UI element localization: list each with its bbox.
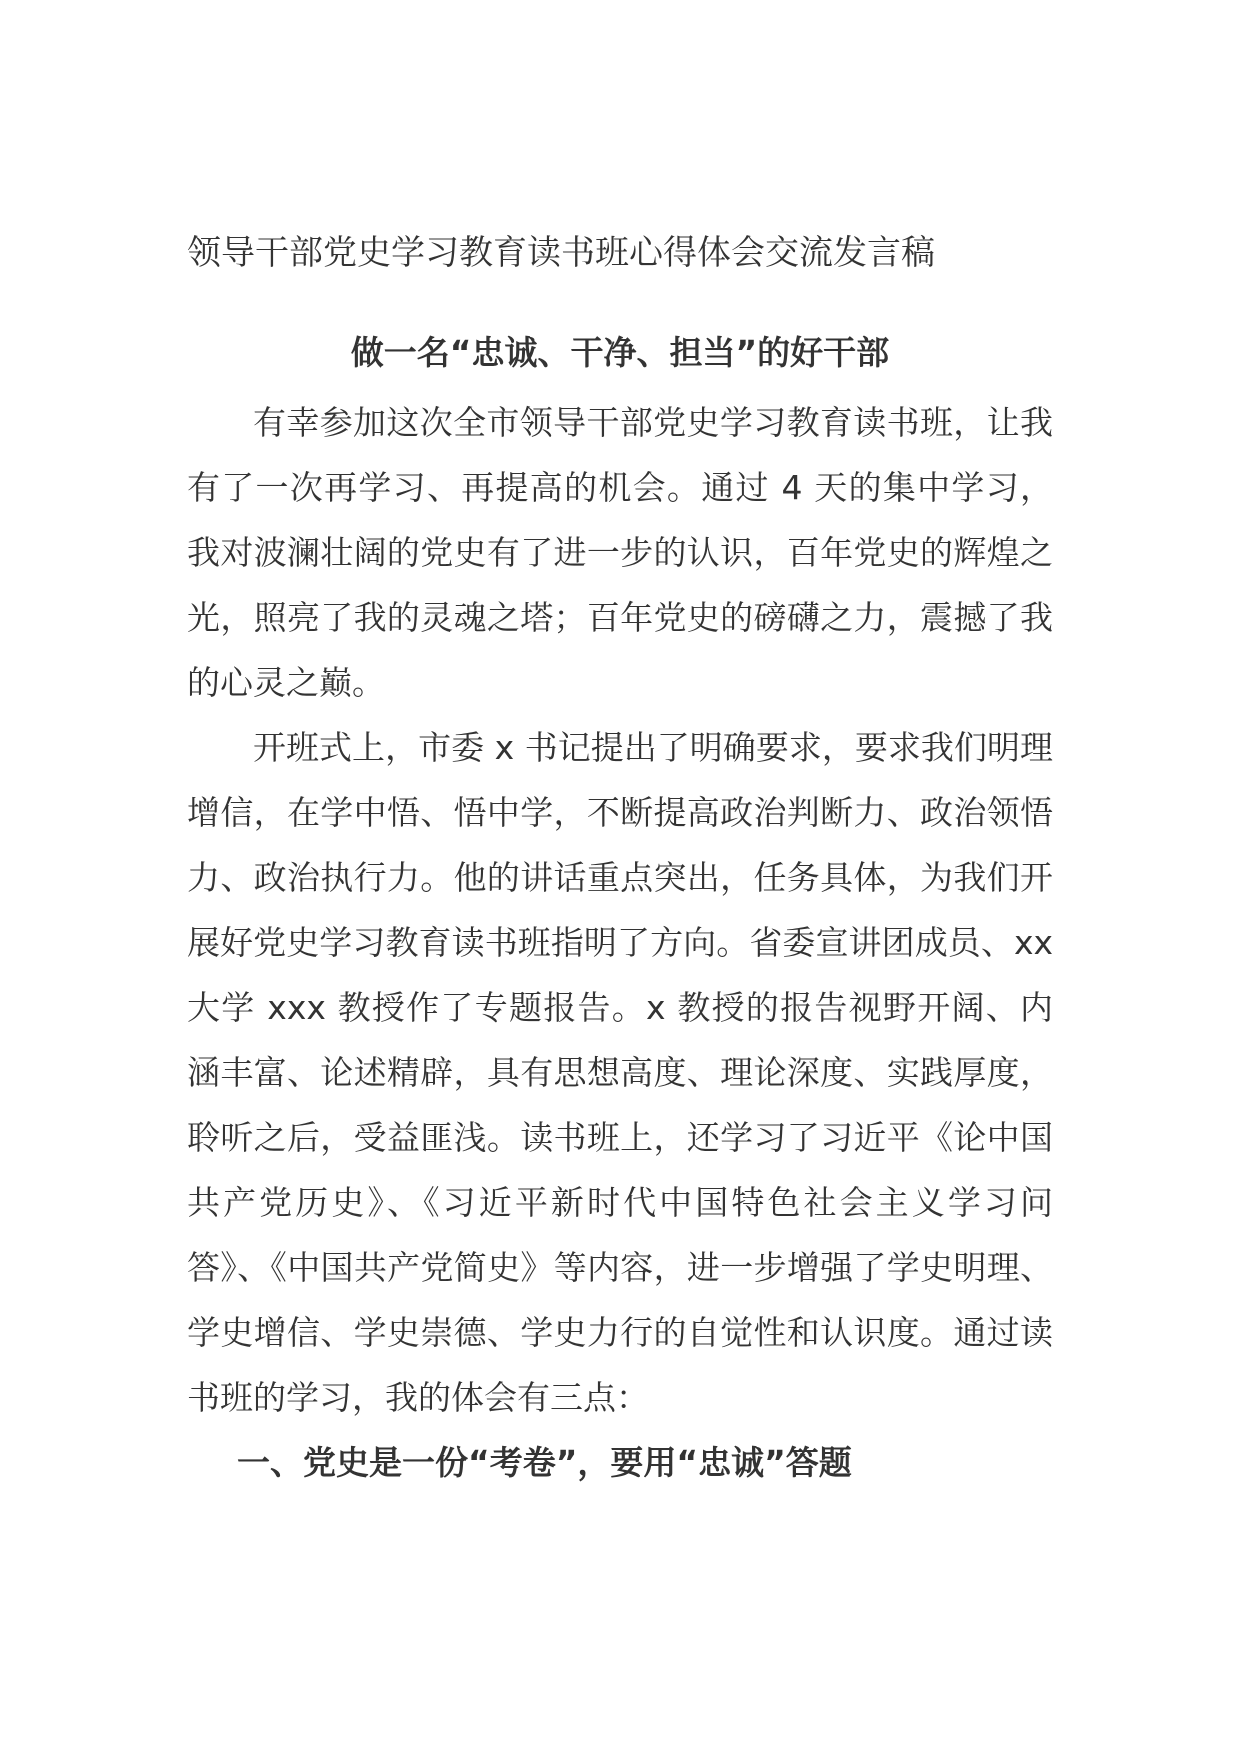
body-paragraph: 有幸参加这次全市领导干部党史学习教育读书班，让我有了一次再学习、再提高的机会。通过 4 天的集中学习，我对波澜壮阔的党史有了进一步的认识，百年党史的辉煌之光，照亮了我的灵魂之塔；百年党史的磅礴之力，震撼了我的心灵之巅。 bbox=[187, 403, 1053, 702]
section-heading: 一、党史是一份“考卷”，要用“忠诚”答题 bbox=[237, 1443, 852, 1482]
document-subtitle: 做一名“忠诚、干净、担当”的好干部 bbox=[350, 333, 890, 372]
body-paragraph: 开班式上，市委 x 书记提出了明确要求，要求我们明理增信，在学中悟、悟中学，不断提高政治判断力、政治领悟力、政治执行力。他的讲话重点突出，任务具体，为我们开展好党史学习教育读书班指明了方向。省委宣讲团成员、xx 大学 xxx 教授作了专题报告。x 教授的报告视野开阔、内涵丰富、论述精辟，具有思想高度、理论深度、实践厚度，聆听之后，受益匪浅。读书班上，还学习了习近平《论中国共产党历史》、《习近平新时代中国特色社会主义学习问答》、《中国共产党简史》等内容，进一步增强了学史明理、学史增信、学史崇德、学史力行的自觉性和认识度。通过读书班的学习，我的体会有三点： bbox=[187, 728, 1053, 1417]
document-title: 领导干部党史学习教育读书班心得体会交流发言稿 bbox=[187, 233, 935, 273]
